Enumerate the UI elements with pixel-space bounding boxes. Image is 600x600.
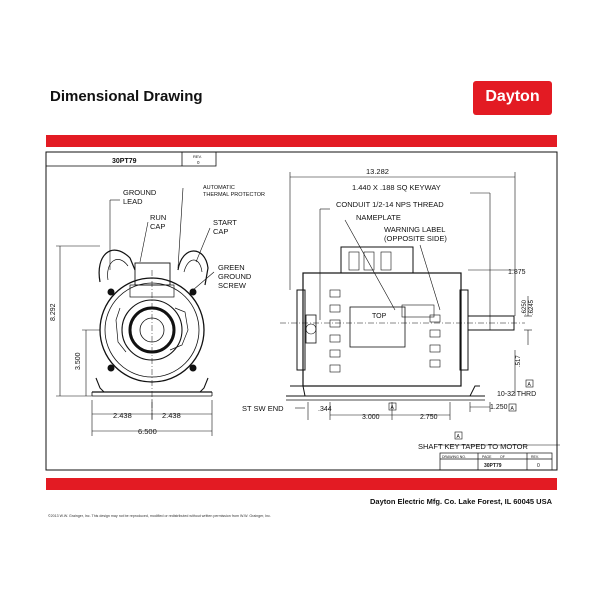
dim-shaft-height: 3.500 [75, 352, 82, 370]
dim-517: .517 [516, 355, 522, 367]
label-green-ground-3: SCREW [218, 281, 246, 290]
callout-a-4: A [456, 434, 460, 440]
dim-overall-length: 13.282 [366, 167, 389, 176]
label-start-cap-1: START [213, 218, 237, 227]
title-block-rev-value: 0 [197, 160, 200, 165]
label-top: TOP [372, 313, 387, 320]
label-ground-lead-1: GROUND [123, 188, 157, 197]
label-keyway: 1.440 X .188 SQ KEYWAY [352, 183, 441, 192]
dim-half-right: 2.438 [162, 411, 181, 420]
dim-shaft-dia-1: .6250 [522, 299, 528, 315]
block-drawing-no: 30PT79 [484, 463, 502, 469]
footer-company: Dayton Electric Mfg. Co. Lake Forest, IL 60045 USA [370, 497, 552, 506]
block-page-label: PAGE [482, 455, 492, 459]
callout-a-2: A [390, 405, 394, 411]
title-block-model: 30PT79 [112, 158, 137, 165]
label-shaft-key: SHAFT KEY TAPED TO MOTOR [418, 442, 528, 451]
label-conduit: CONDUIT 1/2-14 NPS THREAD [336, 200, 444, 209]
label-green-ground-1: GREEN [218, 263, 245, 272]
label-warning-2: (OPPOSITE SIDE) [384, 234, 447, 243]
label-ground-lead-2: LEAD [123, 197, 143, 206]
label-start-cap-2: CAP [213, 227, 229, 236]
block-rev: 0 [537, 463, 540, 469]
dim-shaft-ext: 1.875 [508, 269, 526, 276]
block-drawing-no-label: DRAWING NO. [442, 455, 466, 459]
label-run-cap-2: CAP [150, 222, 166, 231]
label-run-cap-1: RUN [150, 213, 167, 222]
brand-text: Dayton [485, 88, 540, 105]
dim-344: .344 [318, 406, 332, 413]
label-green-ground-2: GROUND [218, 272, 252, 281]
footer-copyright: ©2013 W.W. Grainger, Inc. This design may not be reproduced, modified or redistributed without written permission from W.W. Grainger, Inc. [48, 514, 271, 518]
side-view-dimensions [290, 172, 560, 445]
page-title: Dimensional Drawing [50, 88, 203, 105]
label-warning-1: WARNING LABEL [384, 225, 446, 234]
callout-a-3: A [510, 406, 514, 412]
block-of-label: OF [500, 455, 505, 459]
dim-2750: 2.750 [420, 414, 438, 421]
label-thrd: 10-32 THRD [497, 391, 537, 398]
label-thermal-1: AUTOMATIC [203, 185, 235, 191]
label-nameplate: NAMEPLATE [356, 213, 401, 222]
dim-1250: 1.250 [490, 404, 508, 411]
dim-half-left: 2.438 [113, 411, 132, 420]
label-st-sw-end: ST SW END [242, 404, 284, 413]
dim-height: 8.292 [50, 303, 57, 321]
dim-base-width: 6.500 [138, 427, 157, 436]
callout-a-1: A [527, 382, 531, 388]
end-view-dimensions [56, 188, 214, 436]
block-rev-label: REV. [531, 455, 539, 459]
end-view [92, 250, 212, 420]
label-thermal-2: THERMAL PROTECTOR [203, 192, 266, 198]
dim-shaft-dia-2: .6245 [529, 299, 535, 315]
title-block-rev-label: REV. [193, 154, 202, 159]
dim-3000: 3.000 [362, 414, 380, 421]
